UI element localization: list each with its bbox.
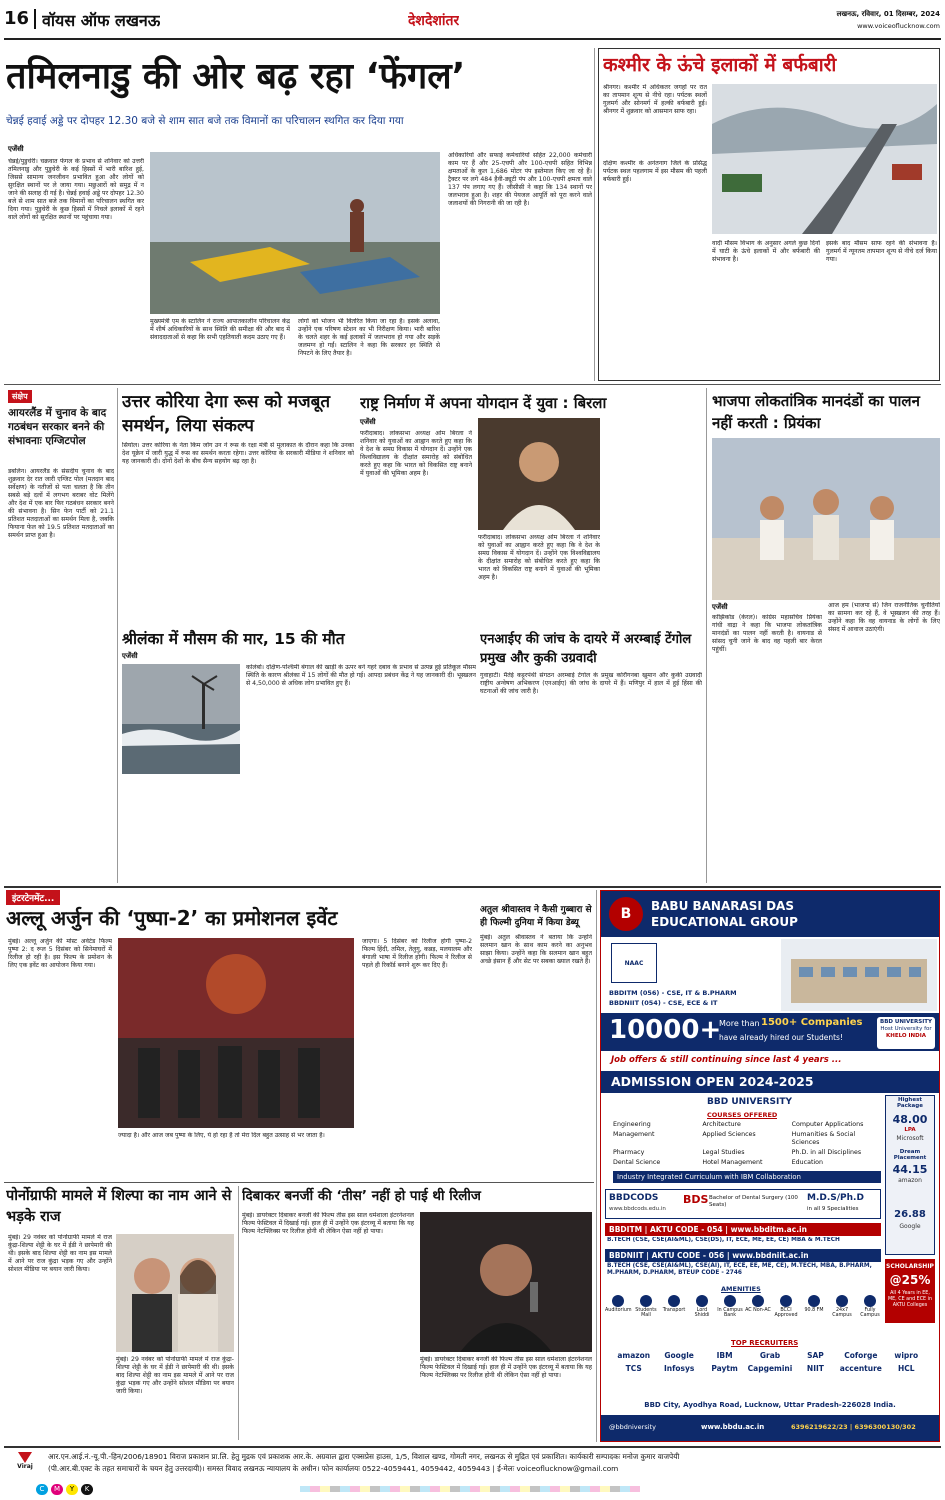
- masthead-divider: [34, 9, 36, 29]
- naac-badge: NAAC: [611, 943, 657, 983]
- amenity-item: [857, 1295, 883, 1318]
- footer-line1: आर.एन.आई.नं.-यू.पी.-हिन/2006/18901 विराज प्रकाशन प्रा.लि. हेतु मुद्रक एवं प्रकाशक आर.के. अग्रवाल द्वारा एक्सप्रेस हाउस, 1/5, विशाल खण्ड, गोमती नगर, लखनऊ से मुद्रित एवं प्रकाशित। कार्यकारी सम्पादकः मनोज कुमार वाजपेयी: [48, 1452, 680, 1461]
- website-link[interactable]: www.voiceoflucknow.com: [857, 22, 940, 30]
- amenity-icon: [864, 1295, 876, 1307]
- amenity-label: 24x7 Campus: [832, 1308, 852, 1318]
- course-item: Legal Studies: [702, 1149, 745, 1156]
- recruiter-logo: Coforge: [844, 1351, 878, 1360]
- ad-highest-unit: LPA: [904, 1127, 916, 1133]
- amenity-label: Students Mall: [635, 1308, 657, 1318]
- dibakar-headline: दिबाकर बनर्जी की ‘तीस’ नहीं हो पाई थी रिलीज: [242, 1188, 481, 1204]
- amenity-icon: [780, 1295, 792, 1307]
- amenity-label: BCCI Approved: [774, 1308, 798, 1318]
- amenity-icon: [808, 1295, 820, 1307]
- lead-caption: मुख्यमंत्री एम के स्टालिन ने राज्य आपातकालीन परिचालन केंद्र में शीर्ष अधिकारियों के साथ स्थिति की समीक्षा की और बाद में संवाददाताओं से कहा कि सभी एहतियाती कदम उठाए गए हैं।: [150, 318, 290, 341]
- ad-amenity-row: [605, 1295, 883, 1318]
- speaker-portrait: [478, 418, 600, 530]
- ad-address: BBD City, Ayodhya Road, Lucknow, Uttar Pradesh-226028 India.: [644, 1401, 896, 1409]
- shilpa-headline: पोर्नोग्राफी मामले में शिल्पा का नाम आने से भड़के राज: [6, 1188, 232, 1225]
- srilanka-text: कोलंबो। दक्षिण-पश्चिमी बंगाल की खाड़ी के ऊपर बने गहरे दबाव के प्रभाव से उत्पन्न हुई प्रतिकूल मौसम स्थिति के कारण श्रीलंका में 15 लोगों की मौत हो गई। आपदा प्रबंधन केंद्र ने यह जानकारी दी। भूस्खलन से 4,50,000 से अधिक लोग प्रभावित हुए हैं।: [246, 664, 476, 687]
- cmyk-mark: K: [81, 1484, 93, 1495]
- priyanka-text1: कोझिकोड (केरल)। कांग्रेस महासचिव प्रियंका गांधी वाद्रा ने कहा कि भाजपा लोकतांत्रिक मानदंडों का पालन नहीं करती है। वायनाड से सांसद चुनी जाने के बाद वह पहली बार केरल पहुंचीं।: [712, 614, 822, 653]
- amenity-label: Fully Campus: [860, 1308, 880, 1318]
- korea-text: सियोल। उत्तर कोरिया के नेता किम जोंग उन ने रूस के रक्षा मंत्री से मुलाकात के दौरान कहा कि उनका देश यूक्रेन में जारी युद्ध में रूस का समर्थन करता रहेगा। उत्तर कोरिया के सरकारी मीडिया ने शनिवार को यह जानकारी दी। दोनों देशों के बीच सैन्य सहयोग बढ़ रहा है।: [122, 442, 354, 465]
- amenity-item: [801, 1295, 827, 1318]
- korea-headline: उत्तर कोरिया देगा रूस को मजबूत समर्थन, लिया संकल्प: [122, 392, 331, 436]
- dibakar-photo: [420, 1212, 592, 1352]
- kashmir-text3: वादी मौसम विभाग के अनुसार अगले कुछ दिनों में घाटी के ऊंचे इलाकों में और बर्फबारी की संभावना है।: [712, 240, 820, 263]
- ad-companies: 1500+ Companies: [761, 1017, 863, 1028]
- ad-university: BBD UNIVERSITY: [707, 1097, 793, 1107]
- shilpa-text2: मुंबई। 29 नवंबर को पोर्नोग्राफी मामले में राज कुंद्रा-शिल्पा शेट्टी के घर में ईडी ने छापेमारी की थी। इसके बाद शिल्पा शेट्टी का नाम इस मामले में आने पर राज कुंद्रा भड़क गए और उन्होंने सोशल मीडिया पर बयान जारी किया।: [116, 1356, 234, 1395]
- lead-col2: अधिकारियों और सफाई कर्मचारियों सहित 22,000 कर्मचारी काम पर हैं और 25-एचपी और 100-एचपी सहित विभिन्न क्षमताओं के कुल 1,686 मोटर पंप इस्तेमाल किए जा रहे हैं। ट्रैक्टर पर लगे 484 हैवी-ड्यूटी पंप और 100-एचपी क्षमता वाले 137 पंप लगाए गए हैं। जीसीसी ने कहा कि 134 स्थानों पर जलभराव हुआ है। शहर की पेयजल आपूर्ति को पूरा करने वाले जलाशयों की निगरानी की जा रही है।: [448, 152, 592, 207]
- shilpa-rule: [238, 1186, 239, 1440]
- cmyk-mark: Y: [66, 1484, 78, 1495]
- lead-col3: लोगों को भोजन भी वितरित किया जा रहा है। इसके अलावा, उन्होंने एक परिषण स्टेशन का भी निरीक्षण किया। भारी बारिश के चलते शहर के कई इलाकों में जलभराव हो गया और सड़कें जलमग्न हो गईं। स्टालिन ने कहा कि सरकार हर स्थिति से निपटने के लिए तैयार है।: [298, 318, 440, 357]
- ad-dream: Dream Placement: [893, 1149, 927, 1161]
- course-item: Hotel Management: [702, 1159, 763, 1166]
- masthead: [0, 0, 945, 42]
- ad-bbd-univ: BBD UNIVERSITY: [880, 1019, 932, 1025]
- recruiter-logo: TCS: [625, 1364, 642, 1373]
- course-item: Applied Sciences: [702, 1131, 756, 1138]
- ad-dream-val: 44.15: [892, 1163, 928, 1176]
- recruiter-logo: NIIT: [806, 1364, 824, 1373]
- ad-dream2-val: 26.88: [894, 1209, 926, 1220]
- kashmir-text2: दक्षिण कश्मीर के अनंतनाग जिले के प्रसिद्ध पर्यटक स्थल पहलगाम में इस मौसम की पहली बर्फबारी हुई।: [603, 160, 707, 183]
- ad-bbditm-line[interactable]: BBDITM | AKTU CODE - 054 | www.bbditm.ac.in: [605, 1223, 881, 1236]
- shilpa-text: मुंबई। 29 नवंबर को पोर्नोग्राफी मामले में राज कुंद्रा-शिल्पा शेट्टी के घर में ईडी ने छापेमारी की थी। इसके बाद शिल्पा शेट्टी का नाम इस मामले में आने पर राज कुंद्रा भड़क गए और उन्होंने सोशल मीडिया पर बयान जारी किया।: [8, 1234, 112, 1273]
- ad-bbdcods: BBDCODS: [609, 1193, 659, 1203]
- priyanka-text3: आज हम (भाजपा से) जिन राजनीतिक चुनौतियों का सामना कर रहे हैं, वे भूस्खलन की तरह हैं। उन्होंने कहा कि वह वायनाड के लोगों के लिए संसद में आवाज उठाएंगी।: [828, 602, 940, 633]
- ad-codes-1: BBDITM (056) - CSE, IT & B.PHARM: [609, 989, 737, 997]
- amenity-label: 90.8 FM: [804, 1308, 824, 1313]
- ad-mds-desc: in all 9 Specialities: [807, 1206, 859, 1212]
- ad-bds-desc: Bachelor of Dental Surgery (100 Seats): [709, 1195, 798, 1208]
- atul-headline: अतुल श्रीवास्तव ने कैसी गुब्बारा से ही फिल्मी दुनिया में किया डेब्यू: [480, 905, 592, 928]
- pushpa-text2: जाएगा। 5 दिसंबर को रिलीज होगी पुष्पा-2 फिल्म हिंदी, तमिल, तेलुगु, कन्नड़, मलयालम और बंगाली भाषा में रिलीज होगी। फिल्म ने रिलीज से पहले ही रिकॉर्ड बनाने शुरू कर दिए हैं।: [362, 938, 472, 969]
- section-rule-3: [4, 1182, 594, 1183]
- ad-header: [601, 891, 939, 937]
- boats-image: [150, 152, 440, 314]
- amenity-icon: [612, 1295, 624, 1307]
- ad-bbdniit-line[interactable]: BBDNIIT | AKTU CODE - 056 | www.bbdniit.ac.in: [605, 1249, 881, 1262]
- campus-image: [781, 939, 937, 1011]
- amenity-label: Lord Shiddi: [694, 1308, 710, 1318]
- amenity-item: [717, 1295, 743, 1318]
- ad-admission[interactable]: ADMISSION OPEN 2024-2025: [611, 1074, 814, 1089]
- amenity-icon: [724, 1295, 736, 1307]
- course-item: Architecture: [702, 1121, 741, 1128]
- ad-host-univ: Host University for: [880, 1026, 932, 1032]
- section-rule-2: [4, 886, 941, 888]
- cmyk-marks: [36, 1484, 93, 1495]
- amenity-item: [689, 1295, 715, 1318]
- course-item: Computer Applications: [791, 1121, 864, 1128]
- ireland-text: डबलिन। आयरलैंड के संसदीय चुनाव के बाद शुक्रवार देर रात जारी एग्जिट पोल (मतदान बाद सर्वेक्षण) के नतीजों से पता चलता है कि तीन सबसे बड़े दलों में लगभग बराबर वोट मिलेंगे और देश में एक बार फिर गठबंधन सरकार बनने की संभावना है। सिन फेन पार्टी को 21.1 प्रतिशत मतदाताओं का समर्थन मिला है, जबकि फियाना फेल को 19.5 प्रतिशत मतदाताओं का समर्थन प्राप्त हुआ है।: [8, 468, 114, 539]
- entertainment-label: इंटरटेनमेंट...: [6, 890, 60, 905]
- amenity-item: [633, 1295, 659, 1318]
- ad-big-number: 10000+: [609, 1015, 722, 1045]
- ad-khelo: KHELO INDIA: [885, 1033, 927, 1039]
- amenity-icon: [752, 1295, 764, 1307]
- storm-coast-image: [122, 664, 240, 774]
- ad-group-name-1: BABU BANARASI DAS: [651, 899, 794, 913]
- lead-photo: [150, 152, 440, 314]
- campus-photo: [781, 939, 937, 1011]
- recruiter-logo: Paytm: [711, 1364, 738, 1373]
- kashmir-photo: [712, 84, 937, 234]
- nia-text: गुवाहाटी। मैतेई कट्टरपंथी संगठन अरम्बाई टेंगोल के प्रमुख कोरौंगनबा खुमान और कुकी उग्रवादी राष्ट्रीय अन्वेषण अभिकरण (एनआईए) की जांच के दायरे में हैं। मणिपुर में हाल में हुई हिंसा की घटनाओं की जांच जारी है।: [480, 672, 702, 695]
- ad-bbdcods-site[interactable]: www.bbdcods.edu.in: [609, 1206, 666, 1212]
- recruiter-logo: Google: [664, 1351, 694, 1360]
- footer-rule: [4, 1446, 941, 1448]
- recruiter-logo: HCL: [897, 1364, 915, 1373]
- recruiter-logo: Grab: [759, 1351, 781, 1360]
- ad-ibm: Industry Integrated Curriculum with IBM Collaboration: [613, 1171, 881, 1183]
- ad-courses-offered: COURSES OFFERED: [707, 1111, 778, 1119]
- amenity-item: [829, 1295, 855, 1318]
- amenity-label: In Campus Bank: [717, 1308, 743, 1318]
- ad-hired: have already hired our Students!: [719, 1033, 843, 1042]
- course-item: Dental Science: [613, 1159, 661, 1166]
- footer-line2: (पी.आर.बी.एक्ट के तहत समाचारों के चयन हेतु उत्तरदायी)। समस्त विवाद लखनऊ न्यायालय के अधीन। फोन कार्यालयः 0522-4059441, 4059442, 4059443 | ई-मेलः voiceoflucknow@gmail.com: [48, 1464, 619, 1473]
- footer-logo: [10, 1452, 40, 1474]
- amenity-icon: [668, 1295, 680, 1307]
- birla-headline: राष्ट्र निर्माण में अपना योगदान दें युवा : बिरला: [360, 394, 607, 412]
- ad-mds: M.D.S/Ph.D: [807, 1193, 864, 1203]
- section-title: देशदेशांतर: [408, 13, 460, 29]
- priyanka-headline: भाजपा लोकतांत्रिक मानदंडों का पालन नहीं करती : प्रियंका: [712, 392, 920, 432]
- course-item: Ph.D. in all Disciplines: [791, 1149, 862, 1156]
- lead-headline: तमिलनाडु की ओर बढ़ रहा ‘फेंगल’: [6, 56, 466, 97]
- viraj-logo-icon: [18, 1452, 32, 1463]
- birla-caption: फरीदाबाद। लोकसभा अध्यक्ष ओम बिरला ने शनिवार को युवाओं का आह्वान करते हुए कहा कि वे देश के समग्र विकास में योगदान दें। उन्होंने एक विश्वविद्यालय के दीक्षांत समारोह को संबोधित करते हुए कहा कि भारत को विकसित राष्ट्र बनाने में युवाओं की भूमिका अहम है।: [478, 534, 600, 581]
- birla-byline: एजेंसी: [360, 418, 376, 426]
- ireland-tag: संक्षेप: [8, 390, 32, 403]
- rally-image: [712, 438, 940, 600]
- course-item: Management: [613, 1131, 655, 1138]
- page-number: 16: [4, 8, 30, 29]
- course-item: Engineering: [613, 1121, 651, 1128]
- course-item: Education: [791, 1159, 824, 1166]
- amenity-item: [605, 1295, 631, 1318]
- ad-bbditm-courses: B.TECH (CSE, CSE(AI&ML), CSE(DS), IT, ECE, ME, EE, CE) MBA & M.TECH: [607, 1237, 840, 1243]
- cmyk-mark: M: [51, 1484, 63, 1495]
- ad-more-than: More than: [719, 1019, 760, 1028]
- birla-text: फरीदाबाद। लोकसभा अध्यक्ष ओम बिरला ने शनिवार को युवाओं का आह्वान करते हुए कहा कि वे देश के समग्र विकास में योगदान दें। उन्होंने एक विश्वविद्यालय के दीक्षांत समारोह को संबोधित करते हुए कहा कि भारत को विकसित राष्ट्र बनाने में युवाओं की भूमिका अहम है।: [360, 430, 472, 477]
- lead-rule: [594, 48, 595, 381]
- pushpa-headline: अल्लू अर्जुन की ‘पुष्पा-2’ का प्रमोशनल इवेंट: [6, 906, 338, 930]
- amenity-label: Auditorium: [605, 1308, 632, 1313]
- director-portrait: [420, 1212, 592, 1352]
- recruiter-logo: accenture: [839, 1364, 882, 1373]
- bbd-logo-icon: B: [609, 897, 643, 931]
- snow-road-image: [712, 84, 937, 234]
- ad-dream2-co: Google: [899, 1223, 921, 1230]
- ad-highest: Highest Package: [897, 1097, 923, 1109]
- ad-highest-co: Microsoft: [896, 1135, 924, 1142]
- lead-subhead: चेन्नई हवाई अड्डे पर दोपहर 12.30 बजे से शाम सात बजे तक विमानों का परिचालन स्थगित कर दिया गया: [6, 115, 404, 127]
- bbd-advertisement[interactable]: [600, 890, 940, 1442]
- ireland-rule: [117, 388, 118, 883]
- dibakar-text: मुंबई। डायरेक्टर दिबाकर बनर्जी की फिल्म तीस इस साल धर्मशाला इंटरनेशनल फिल्म फेस्टिवल में दिखाई गई। हाल ही में उन्होंने एक इंटरव्यू में बताया कि यह फिल्म नेटफ्लिक्स पर रिलीज होनी थी लेकिन ऐसा नहीं हो पाया।: [242, 1212, 414, 1235]
- pushpa-text1: मुंबई। अल्लू अर्जुन की मोस्ट अवेटेड फिल्म पुष्पा 2: द रूल 5 दिसंबर को सिनेमाघरों में रिलीज हो रही है। इस फिल्म के प्रमोशन के लिए एक इवेंट का आयोजन किया गया।: [8, 938, 112, 969]
- dibakar-text2: मुंबई। डायरेक्टर दिबाकर बनर्जी की फिल्म तीस इस साल धर्मशाला इंटरनेशनल फिल्म फेस्टिवल में दिखाई गई। हाल ही में उन्होंने एक इंटरव्यू में बताया कि यह फिल्म नेटफ्लिक्स पर रिलीज होनी थी लेकिन ऐसा नहीं हो पाया।: [420, 1356, 592, 1379]
- ad-web[interactable]: www.bbdu.ac.in: [701, 1423, 765, 1431]
- amenity-icon: [696, 1295, 708, 1307]
- ad-scholarship-val: @25%: [889, 1273, 931, 1287]
- kashmir-text1: श्रीनगर। कश्मीर में अधिकतर जगहों पर रात का तापमान शून्य से नीचे रहा। पर्यटक स्थलों गुलमर्ग और सोनमर्ग में हल्की बर्फबारी हुई। श्रीनगर में शुक्रवार को आसमान साफ रहा।: [603, 84, 707, 115]
- kashmir-text4: इसके बाद मौसम साफ रहने की संभावना है। गुलमर्ग में न्यूनतम तापमान शून्य से नीचे दर्ज किया गया।: [826, 240, 937, 263]
- ireland-headline: आयरलैंड में चुनाव के बाद गठबंधन सरकार बनने की संभावनाः एग्जिटपोल: [8, 407, 107, 447]
- priyanka-byline: एजेंसी: [712, 603, 728, 611]
- amenity-label: Transport: [662, 1308, 686, 1313]
- amenity-label: AC Non-AC: [745, 1308, 771, 1313]
- pushpa-photo: [118, 938, 354, 1128]
- ad-university-badge: [877, 1017, 935, 1049]
- atul-text: मुंबई। अतुल श्रीवास्तव ने बताया कि उन्होंने सलमान खान के साथ काम करने का अनुभव साझा किया। उन्होंने कहा कि सलमान खान बहुत अच्छे इंसान हैं और सेट पर सबका ख्याल रखते हैं।: [480, 934, 592, 965]
- nia-headline: एनआईए की जांच के दायरे में अरम्बाई टेंगोल प्रमुख और कुकी उग्रवादी: [480, 632, 692, 666]
- recruiter-logo: Infosys: [663, 1364, 695, 1373]
- ad-top-recruiters: TOP RECRUITERS: [731, 1339, 799, 1347]
- course-item: Humanities & Social Sciences: [791, 1131, 856, 1146]
- recruiter-logo: wipro: [894, 1351, 919, 1360]
- pushpa-caption: ज्यादा है। और आज जब पुष्पा के लिए, ये हो रहा है तो मेरा दिल बहुत उत्साह से भर जाता है।: [118, 1132, 325, 1139]
- kashmir-headline: कश्मीर के ऊंचे इलाकों में बर्फबारी: [603, 54, 837, 76]
- amenity-item: [745, 1295, 771, 1318]
- ad-recruiter-grid: [611, 1351, 929, 1373]
- ad-scholarship-note: All 4 Years in EE, ME, CE and ECE in AKTU Colleges: [888, 1291, 932, 1308]
- date-line: लखनऊ, रविवार, 01 दिसम्बर, 2024: [836, 10, 940, 18]
- ad-dream-co: amazon: [898, 1177, 922, 1184]
- birla-photo: [478, 418, 600, 530]
- amenity-icon: [836, 1295, 848, 1307]
- shilpa-photo: [116, 1234, 234, 1352]
- cmyk-mark: C: [36, 1484, 48, 1495]
- amenity-item: [773, 1295, 799, 1318]
- priyanka-photo: [712, 438, 940, 600]
- recruiter-logo: SAP: [807, 1351, 824, 1360]
- ad-phones: 6396219622/23 | 6396300130/302: [791, 1423, 916, 1431]
- srilanka-photo: [122, 664, 240, 774]
- ad-group-name-2: EDUCATIONAL GROUP: [651, 915, 798, 929]
- register-mark-left: [300, 1486, 640, 1492]
- ad-amenities: AMENITIES: [721, 1285, 761, 1293]
- recruiter-logo: Capgemini: [747, 1364, 793, 1373]
- ad-bds: BDS: [683, 1193, 709, 1206]
- ad-highest-val: 48.00: [892, 1113, 928, 1126]
- amenity-item: [661, 1295, 687, 1318]
- lead-col1: चेन्नई/पुडुचेरी। चक्रवात फेंगल के प्रभाव से शनिवार को उत्तरी तमिलनाडु और पुडुचेरी के कई हिस्सों में भारी बारिश हुई, जिससे सामान्य जनजीवन प्रभावित हुआ और लोगों को सुरक्षित स्थानों पर ले जाया गया। मछुआरों को समुद्र में न जाने की सलाह दी गई है। चेन्नई हवाई अड्डे पर दोपहर 12.30 बजे से शाम सात बजे तक विमानों का परिचालन स्थगित कर दिया गया। पुडुचेरी के कुछ हिस्सों में निचले इलाकों में रहने वाले लोगों को सुरक्षित स्थानों पर पहुंचाया गया।: [8, 158, 144, 221]
- paper-name: वॉयस ऑफ लखनऊ: [42, 11, 161, 30]
- ad-left-rule: [596, 890, 597, 1442]
- amenity-icon: [640, 1295, 652, 1307]
- birla-rule: [706, 388, 707, 883]
- recruiter-logo: amazon: [617, 1351, 651, 1360]
- footer-logo-text: Viraj: [17, 1463, 33, 1470]
- section-rule-1: [4, 384, 941, 385]
- promo-event-image: [118, 938, 354, 1128]
- lead-byline: एजेंसी: [8, 145, 24, 153]
- srilanka-headline: श्रीलंका में मौसम की मार, 15 की मौत: [122, 630, 345, 648]
- ad-bbdniit-courses: B.TECH (CSE, CSE(AI&ML), CSE(AI), IT, ECE, EE, ME, CE), M.TECH, MBA, B.PHARM, M.PHARM, D.PHARM, BTEUP CODE - 2746: [607, 1263, 872, 1276]
- recruiter-logo: IBM: [716, 1351, 733, 1360]
- course-item: Pharmacy: [613, 1149, 645, 1156]
- ad-offers: Job offers & still continuing since last 4 years ...: [611, 1055, 842, 1065]
- ad-social[interactable]: @bbdniversity: [609, 1423, 656, 1431]
- masthead-rule: [4, 38, 941, 40]
- srilanka-byline: एजेंसी: [122, 652, 138, 660]
- ad-courses-grid: [613, 1121, 881, 1169]
- ad-codes-2: BBDNIIT (054) - CSE, ECE & IT: [609, 999, 718, 1007]
- ad-scholarship: SCHOLARSHIP: [886, 1263, 934, 1270]
- couple-portrait: [116, 1234, 234, 1352]
